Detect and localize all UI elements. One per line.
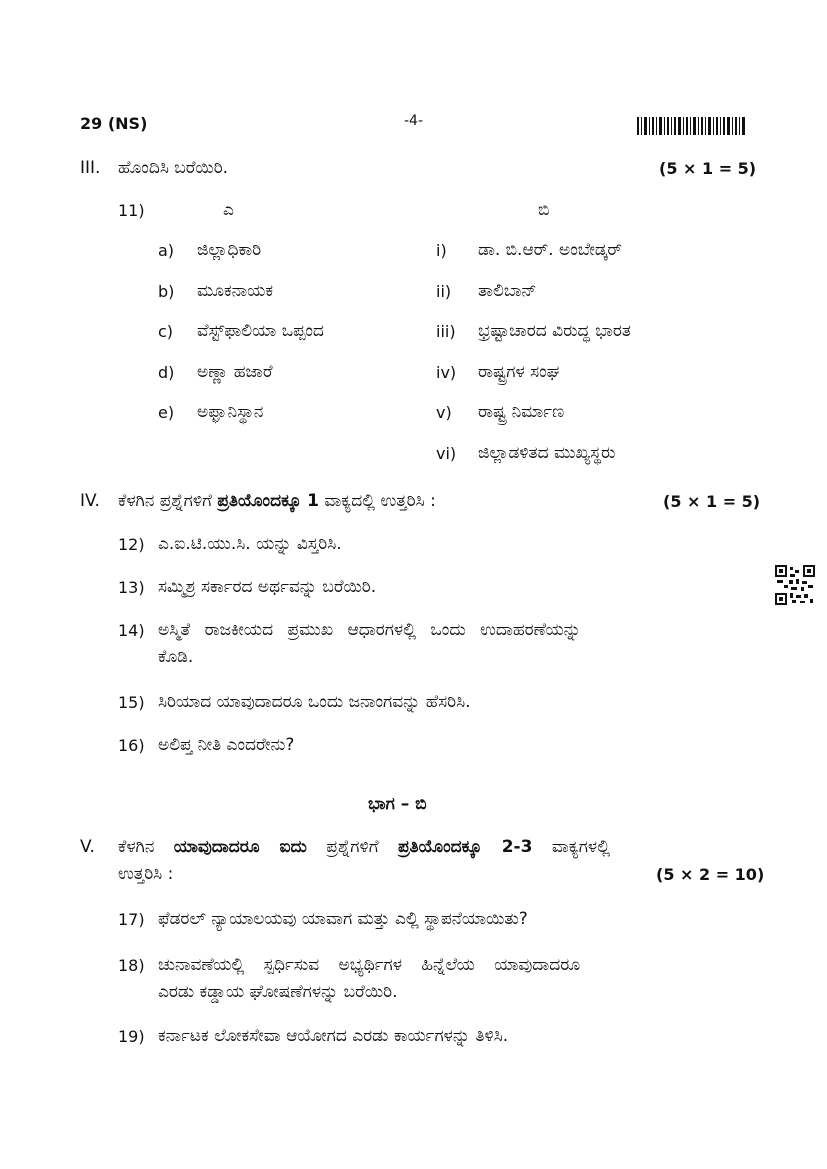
question-13-text: ಸಮ್ಮಿಶ್ರ ಸರ್ಕಾರದ ಅರ್ಥವನ್ನು ಬರೆಯಿರಿ. [158,577,377,597]
left-item-key: c) [158,322,174,341]
question-19-text: ಕರ್ನಾಟಕ ಲೋಕಸೇವಾ ಆಯೋಗದ ಎರಡು ಕಾರ್ಯಗಳನ್ನು ತಿಳಿಸಿ. [158,1026,509,1046]
page-number: -4- [404,113,424,129]
left-item-text: ಜಿಲ್ಲಾಧಿಕಾರಿ [197,240,262,260]
question-15-number: 15) [118,693,145,712]
left-item-key: e) [158,403,175,422]
section-5-roman: V. [80,837,95,857]
section-3-marks: (5 × 1 = 5) [659,159,757,178]
left-item-key: d) [158,363,175,382]
question-12-text: ಎ.ಐ.ಟಿ.ಯು.ಸಿ. ಯನ್ನು ವಿಸ್ತರಿಸಿ. [158,534,342,554]
question-17-text: ಫೆಡರಲ್ ನ್ಯಾಯಾಲಯವು ಯಾವಾಗ ಮತ್ತು ಎಲ್ಲಿ ಸ್ಥಾಪನೆಯಾಯಿತು? [158,909,528,929]
question-12-number: 12) [118,535,145,554]
right-item-key: ii) [436,282,452,301]
question-16-number: 16) [118,736,145,755]
left-item-key: b) [158,282,175,301]
right-item-text: ಡಾ. ಬಿ.ಆರ್. ಅಂಬೇಡ್ಕರ್ [478,240,622,260]
question-11-number: 11) [118,201,145,220]
question-14-text-cont: ಕೊಡಿ. [158,647,194,667]
paper-code: 29 (NS) [80,114,148,133]
column-a-heading: ಎ [223,200,234,220]
question-14-text: ಅಸ್ಮಿತೆ ರಾಜಕೀಯದ ಪ್ರಮುಖ ಆಧಾರಗಳಲ್ಲಿ ಒಂದು ಉದಾಹರಣೆಯನ್ನು [158,620,581,640]
left-item-text: ಅಣ್ಣಾ ಹಜಾರೆ [197,362,273,382]
right-item-key: i) [436,241,447,260]
right-item-key: iii) [436,322,456,341]
right-item-text: ರಾಷ್ಟ್ರ ನಿರ್ಮಾಣ [478,402,565,422]
section-3-title: ಹೊಂದಿಸಿ ಬರೆಯಿರಿ. [118,158,229,178]
section-5-title: ಕೆಳಗಿನ ಯಾವುದಾದರೂ ಐದು ಪ್ರಶ್ನೆಗಳಿಗೆ ಪ್ರತಿಯೊಂದಕ್ಕೂ 2-3 ವಾಕ್ಯಗಳಲ್ಲಿ [118,837,611,857]
qr-code-icon [775,565,815,605]
left-item-key: a) [158,241,175,260]
column-b-heading: ಬಿ [538,200,550,220]
question-18-number: 18) [118,956,145,975]
right-item-key: v) [436,403,452,422]
section-4-marks: (5 × 1 = 5) [663,492,761,511]
right-item-key: vi) [436,444,457,463]
right-item-text: ರಾಷ್ಟ್ರಗಳ ಸಂಘ [478,362,560,382]
right-item-text: ಭ್ರಷ್ಟಾಚಾರದ ವಿರುದ್ಧ ಭಾರತ [478,321,631,341]
question-16-text: ಅಲಿಪ್ತ ನೀತಿ ಎಂದರೇನು? [158,735,295,755]
right-item-text: ಜಿಲ್ಲಾಡಳಿತದ ಮುಖ್ಯಸ್ಥರು [478,443,616,463]
section-3-roman: III. [80,158,101,178]
question-17-number: 17) [118,910,145,929]
section-4-title: ಕೆಳಗಿನ ಪ್ರಶ್ನೆಗಳಿಗೆ ಪ್ರತಿಯೊಂದಕ್ಕೂ 1 ವಾಕ್ಯದಲ್ಲಿ ಉತ್ತರಿಸಿ : [118,491,436,511]
left-item-text: ಮೂಕನಾಯಕ [197,281,273,301]
question-15-text: ಸಿರಿಯಾದ ಯಾವುದಾದರೂ ಒಂದು ಜನಾಂಗವನ್ನು ಹೆಸರಿಸಿ. [158,692,471,712]
question-13-number: 13) [118,578,145,597]
left-item-text: ಅಫ್ಘಾನಿಸ್ಥಾನ [197,402,264,422]
question-19-number: 19) [118,1027,145,1046]
barcode-icon [637,117,747,135]
section-5-marks: (5 × 2 = 10) [656,865,765,884]
question-18-text-cont: ಎರಡು ಕಡ್ಡಾಯ ಘೋಷಣೆಗಳನ್ನು ಬರೆಯಿರಿ. [158,982,398,1002]
left-item-text: ವೆಸ್ಟ್‌ಫಾಲಿಯಾ ಒಪ್ಪಂದ [197,321,324,341]
section-5-title-cont: ಉತ್ತರಿಸಿ : [118,864,174,884]
question-18-text: ಚುನಾವಣೆಯಲ್ಲಿ ಸ್ಪರ್ಧಿಸುವ ಅಭ್ಯರ್ಥಿಗಳ ಹಿನ್ನೆಲೆಯ ಯಾವುದಾದರೂ [158,955,581,975]
part-b-heading: ಭಾಗ – ಬಿ [368,794,427,814]
right-item-key: iv) [436,363,457,382]
section-4-roman: IV. [80,491,100,511]
right-item-text: ತಾಲಿಬಾನ್ [478,281,537,301]
question-14-number: 14) [118,621,145,640]
